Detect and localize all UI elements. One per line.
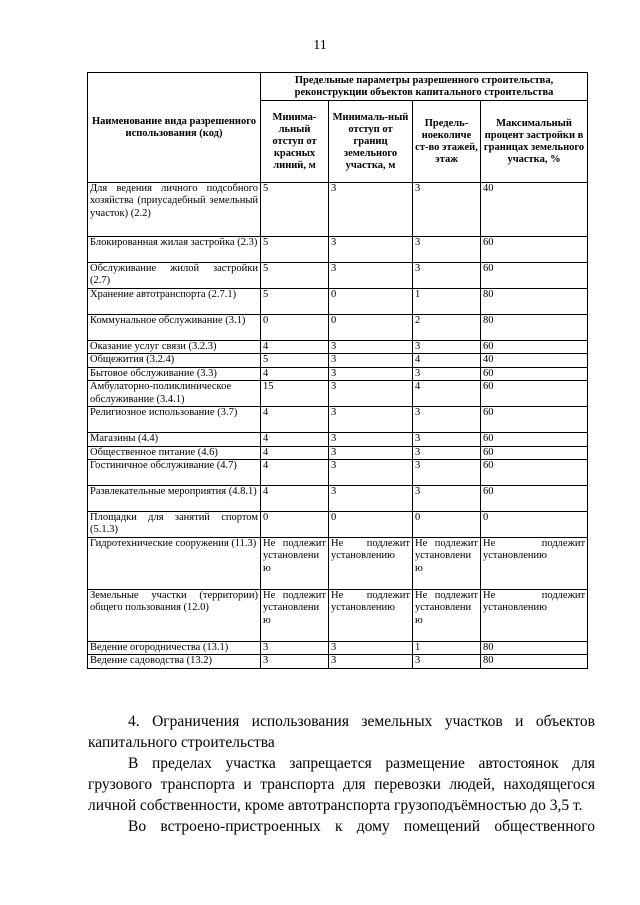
row-name-cell: Ведение огородничества (13.1) [88, 642, 261, 655]
red-lines-cell: Не подлежит установлени ю [261, 590, 329, 642]
col-header-name: Наименование вида разрешенного использования (код) [88, 73, 261, 183]
coverage-cell: 40 [481, 183, 588, 237]
floors-cell: 3 [413, 183, 481, 237]
coverage-cell: 60 [481, 263, 588, 289]
coverage-cell: 60 [481, 341, 588, 354]
col-header-coverage: Максимальный процент застройки в границах земельного участка, % [481, 101, 588, 183]
table-row [88, 433, 588, 446]
boundary-cell: 3 [329, 486, 413, 512]
page-number: 11 [313, 38, 327, 53]
boundary-cell: 3 [329, 460, 413, 486]
table-row [88, 590, 588, 642]
boundary-cell: 0 [329, 512, 413, 538]
red-lines-cell: 5 [261, 183, 329, 237]
boundary-cell: 3 [329, 433, 413, 446]
coverage-cell: 60 [481, 446, 588, 459]
boundary-cell: 0 [329, 289, 413, 315]
boundary-cell: Не подлежит установлению [329, 590, 413, 642]
floors-cell: 3 [413, 460, 481, 486]
boundary-cell: 3 [329, 655, 413, 668]
floors-cell: 3 [413, 367, 481, 380]
red-lines-cell: 5 [261, 237, 329, 263]
coverage-cell: 0 [481, 512, 588, 538]
coverage-cell: 80 [481, 289, 588, 315]
boundary-cell: 3 [329, 367, 413, 380]
red-lines-cell: 5 [261, 354, 329, 367]
coverage-cell: 60 [481, 486, 588, 512]
red-lines-cell: 4 [261, 460, 329, 486]
red-lines-cell: 5 [261, 263, 329, 289]
floors-cell: 3 [413, 237, 481, 263]
row-name-cell: Общежития (3.2.4) [88, 354, 261, 367]
floors-cell: Не подлежит установлени ю [413, 538, 481, 590]
red-lines-cell: 5 [261, 289, 329, 315]
coverage-cell: Не подлежит установлению [481, 538, 588, 590]
red-lines-cell: 3 [261, 642, 329, 655]
row-name-cell: Оказание услуг связи (3.2.3) [88, 341, 261, 354]
boundary-cell: 3 [329, 183, 413, 237]
row-name-cell: Религиозное использование (3.7) [88, 407, 261, 433]
coverage-cell: 80 [481, 642, 588, 655]
row-name-cell: Обслуживание жилой застройки (2.7) [88, 263, 261, 289]
boundary-cell: 3 [329, 263, 413, 289]
floors-cell: 2 [413, 315, 481, 341]
col-header-floors: Предель-ноеколиче ст-во этажей, этаж [413, 101, 481, 183]
row-name-cell: Гостиничное обслуживание (4.7) [88, 460, 261, 486]
col-header-red-lines: Минима-льный отступ от красных линий, м [261, 101, 329, 183]
row-name-cell: Земельные участки (территории) общего пользования (12.0) [88, 590, 261, 642]
table-row [88, 263, 588, 289]
red-lines-cell: 0 [261, 512, 329, 538]
table-row [88, 341, 588, 354]
floors-cell: 4 [413, 354, 481, 367]
red-lines-cell: 4 [261, 341, 329, 354]
paragraph-heading: 4. Ограничения использования земельных участков и объектов капитального строительства [88, 713, 595, 751]
boundary-cell: 3 [329, 407, 413, 433]
coverage-cell: 60 [481, 381, 588, 407]
row-name-cell: Для ведения личного подсобного хозяйства (приусадебный земельный участок) (2.2) [88, 183, 261, 237]
row-name-cell: Общественное питание (4.6) [88, 446, 261, 459]
boundary-cell: 0 [329, 315, 413, 341]
coverage-cell: 60 [481, 433, 588, 446]
boundary-cell: 3 [329, 237, 413, 263]
coverage-cell: 60 [481, 460, 588, 486]
table-row [88, 446, 588, 459]
row-name-cell: Хранение автотранспорта (2.7.1) [88, 289, 261, 315]
table-row [88, 486, 588, 512]
floors-cell: 1 [413, 289, 481, 315]
parameters-table [87, 72, 588, 669]
table-row [88, 512, 588, 538]
row-name-cell: Коммунальное обслуживание (3.1) [88, 315, 261, 341]
col-group-header: Предельные параметры разрешенного строительства, реконструкции объектов капитального строительства [261, 73, 588, 101]
coverage-cell: 80 [481, 315, 588, 341]
table-row [88, 289, 588, 315]
coverage-cell: 60 [481, 237, 588, 263]
floors-cell: 3 [413, 446, 481, 459]
red-lines-cell: 15 [261, 381, 329, 407]
floors-cell: 3 [413, 407, 481, 433]
table-body [88, 183, 588, 669]
red-lines-cell: 4 [261, 367, 329, 380]
red-lines-cell: 4 [261, 407, 329, 433]
row-name-cell: Амбулаторно-поликлиническое обслуживание (3.4.1) [88, 381, 261, 407]
table-row [88, 460, 588, 486]
section-text [88, 711, 595, 837]
red-lines-cell: 3 [261, 655, 329, 668]
floors-cell: 3 [413, 655, 481, 668]
coverage-cell: Не подлежит установлению [481, 590, 588, 642]
table-row [88, 642, 588, 655]
red-lines-cell: Не подлежит установлени ю [261, 538, 329, 590]
floors-cell: 0 [413, 512, 481, 538]
paragraph-public-premises: Во встроено-пристроенных к дому помещений общественного [128, 818, 595, 835]
boundary-cell: 3 [329, 381, 413, 407]
floors-cell: 3 [413, 486, 481, 512]
red-lines-cell: 4 [261, 433, 329, 446]
table-row [88, 183, 588, 237]
boundary-cell: 3 [329, 341, 413, 354]
table-row [88, 538, 588, 590]
coverage-cell: 60 [481, 367, 588, 380]
boundary-cell: 3 [329, 446, 413, 459]
boundary-cell: 3 [329, 642, 413, 655]
row-name-cell: Магазины (4.4) [88, 433, 261, 446]
floors-cell: 3 [413, 263, 481, 289]
row-name-cell: Ведение садоводства (13.2) [88, 655, 261, 668]
table-row [88, 655, 588, 668]
coverage-cell: 60 [481, 407, 588, 433]
row-name-cell: Гидротехнические сооружения (11.3) [88, 538, 261, 590]
table-row [88, 367, 588, 380]
row-name-cell: Развлекательные мероприятия (4.8.1) [88, 486, 261, 512]
table-row [88, 237, 588, 263]
row-name-cell: Блокированная жилая застройка (2.3) [88, 237, 261, 263]
boundary-cell: Не подлежит установлению [329, 538, 413, 590]
red-lines-cell: 4 [261, 486, 329, 512]
floors-cell: 1 [413, 642, 481, 655]
paragraph-parking: В пределах участка запрещается размещение автостоянок для грузового транспорта и транспорта для перевозки людей, находящегося личной собственности, кроме автотранспорта грузоподъёмностью до 3,5 т. [88, 755, 595, 814]
col-header-boundary: Минималь-ный отступ от границ земельного участка, м [329, 101, 413, 183]
floors-cell: 3 [413, 433, 481, 446]
coverage-cell: 80 [481, 655, 588, 668]
table-row [88, 407, 588, 433]
boundary-cell: 3 [329, 354, 413, 367]
table-row [88, 315, 588, 341]
coverage-cell: 40 [481, 354, 588, 367]
floors-cell: 4 [413, 381, 481, 407]
row-name-cell: Площадки для занятий спортом (5.1.3) [88, 512, 261, 538]
floors-cell: Не подлежит установлени ю [413, 590, 481, 642]
floors-cell: 3 [413, 341, 481, 354]
red-lines-cell: 0 [261, 315, 329, 341]
red-lines-cell: 4 [261, 446, 329, 459]
table-row [88, 354, 588, 367]
table-row [88, 381, 588, 407]
row-name-cell: Бытовое обслуживание (3.3) [88, 367, 261, 380]
